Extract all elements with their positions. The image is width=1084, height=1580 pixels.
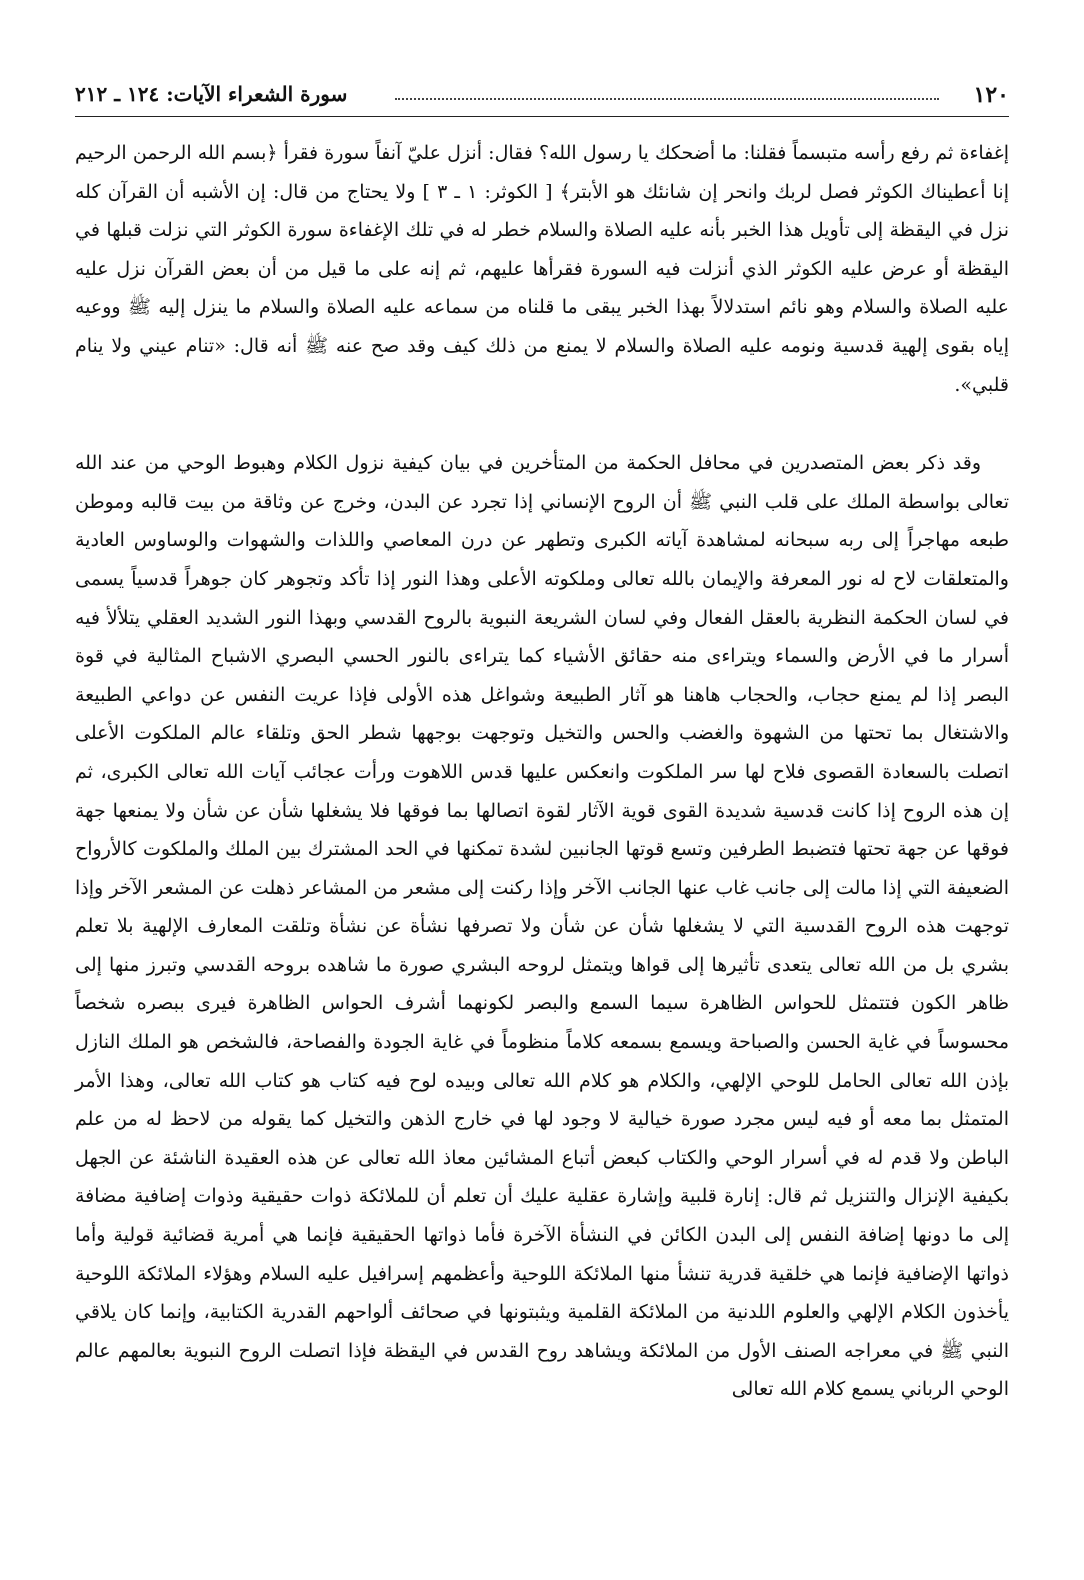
page-header [75, 76, 1009, 117]
paragraph-1: إغفاءة ثم رفع رأسه متبسماً فقلنا: ما أضحكك يا رسول الله؟ فقال: أنزل عليّ آنفاً سورة فقرأ ﴿بسم الله الرحمن الرحيم إنا أعطيناك الكوثر فصل لربك وانحر إن شانئك هو الأبتر﴾ [ الكوثر: ١ ـ ٣ ] ولا يحتاج من قال: إن الأشبه أن القرآن كله نزل في اليقظة إلى تأويل هذا الخبر بأنه عليه الصلاة والسلام خطر له في تلك الإغفاءة سورة الكوثر التي نزلت قبلها في اليقظة أو عرض عليه الكوثر الذي أنزلت فيه السورة فقرأها عليهم، ثم إنه على ما قيل من أن بعض القرآن نزل عليه عليه الصلاة والسلام وهو نائم استدلالاً بهذا الخبر يبقى ما قلناه من سماعه عليه الصلاة والسلام ما ينزل إليه ﷺ ووعيه إياه بقوى إلهية قدسية ونومه عليه الصلاة والسلام لا يمنع من ذلك كيف وقد صح عنه ﷺ أنه قال: «تنام عيني ولا ينام قلبي». [75, 142, 1009, 396]
running-title: سورة الشعراء الآيات: ١٢٤ ـ ٢١٢ [75, 82, 348, 106]
body-text [75, 134, 1009, 1409]
page-number: ١٢٠ [973, 82, 1009, 108]
header-dot-leader [395, 98, 939, 100]
paragraph-2: وقد ذكر بعض المتصدرين في محافل الحكمة من المتأخرين في بيان كيفية نزول الكلام وهبوط الوحي من عند الله تعالى بواسطة الملك على قلب النبي ﷺ أن الروح الإنساني إذا تجرد عن البدن، وخرج عن وثاقة من بيت قالبه وموطن طبعه مهاجراً إلى ربه سبحانه لمشاهدة آياته الكبرى وتطهر عن درن المعاصي واللذات والشهوات والوساوس العادية والمتعلقات لاح له نور المعرفة والإيمان بالله تعالى وملكوته الأعلى وهذا النور إذا تأكد وتجوهر كان جوهراً قدسياً يسمى في لسان الحكمة النظرية بالعقل الفعال وفي لسان الشريعة النبوية بالروح القدسي وبهذا النور الشديد العقلي يتلألأ فيه أسرار ما في الأرض والسماء ويتراءى منه حقائق الأشياء كما يتراءى بالنور الحسي البصري الاشباح المثالية في قوة البصر إذا لم يمنع حجاب، والحجاب هاهنا هو آثار الطبيعة وشواغل هذه الأولى فإذا عريت النفس عن دواعي الطبيعة والاشتغال بما تحتها من الشهوة والغضب والحس والتخيل وتوجهت بوجهها شطر الحق وتلقاء عالم الملكوت الأعلى اتصلت بالسعادة القصوى فلاح لها سر الملكوت وانعكس عليها قدس اللاهوت ورأت عجائب آيات الله تعالى الكبرى، ثم إن هذه الروح إذا كانت قدسية شديدة القوى قوية الآثار لقوة اتصالها بما فوقها فلا يشغلها شأن عن شأن ولا يمنعها جهة فوقها عن جهة تحتها فتضبط الطرفين وتسع قوتها الجانبين لشدة تمكنها في الحد المشترك بين الملك والملكوت كالأرواح الضعيفة التي إذا مالت إلى جانب غاب عنها الجانب الآخر وإذا ركنت إلى مشعر من المشاعر ذهلت عن المشعر الآخر وإذا توجهت هذه الروح القدسية التي لا يشغلها شأن عن شأن ولا تصرفها نشأة عن نشأة وتلقت المعارف الإلهية بلا تعلم بشري بل من الله تعالى يتعدى تأثيرها إلى قواها ويتمثل لروحه البشري صورة ما شاهده بروحه القدسي وتبرز منها إلى ظاهر الكون فتتمثل للحواس الظاهرة سيما السمع والبصر لكونهما أشرف الحواس الظاهرة فيرى ببصره شخصاً محسوساً في غاية الحسن والصباحة ويسمع بسمعه كلاماً منظوماً في غاية الجودة والفصاحة، فالشخص هو الملك النازل بإذن الله تعالى الحامل للوحي الإلهي، والكلام هو كلام الله تعالى وبيده لوح فيه كتاب هو كتاب الله تعالى، وهذا الأمر المتمثل بما معه أو فيه ليس مجرد صورة خيالية لا وجود لها في خارج الذهن والتخيل كما يقوله من لاحظ له من علم الباطن ولا قدم له في أسرار الوحي والكتاب كبعض أتباع المشائين معاذ الله تعالى عن هذه العقيدة الناشئة عن الجهل بكيفية الإنزال والتنزيل ثم قال: إنارة قلبية وإشارة عقلية عليك أن تعلم أن للملائكة ذوات حقيقية وذوات إضافية مضافة إلى ما دونها إضافة النفس إلى البدن الكائن في النشأة الآخرة فأما ذواتها الحقيقية فإنما هي أمرية قضائية قولية وأما ذواتها الإضافية فإنما هي خلقية قدرية تنشأ منها الملائكة اللوحية وأعظمهم إسرافيل عليه السلام وهؤلاء الملائكة اللوحية يأخذون الكلام الإلهي والعلوم اللدنية من الملائكة القلمية ويثبتونها في صحائف ألواحهم القدرية الكتابية، وإنما كان يلاقي النبي ﷺ في معراجه الصنف الأول من الملائكة ويشاهد روح القدس في اليقظة فإذا اتصلت الروح النبوية بعالمهم عالم الوحي الرباني يسمع كلام الله تعالى [75, 452, 1009, 1401]
